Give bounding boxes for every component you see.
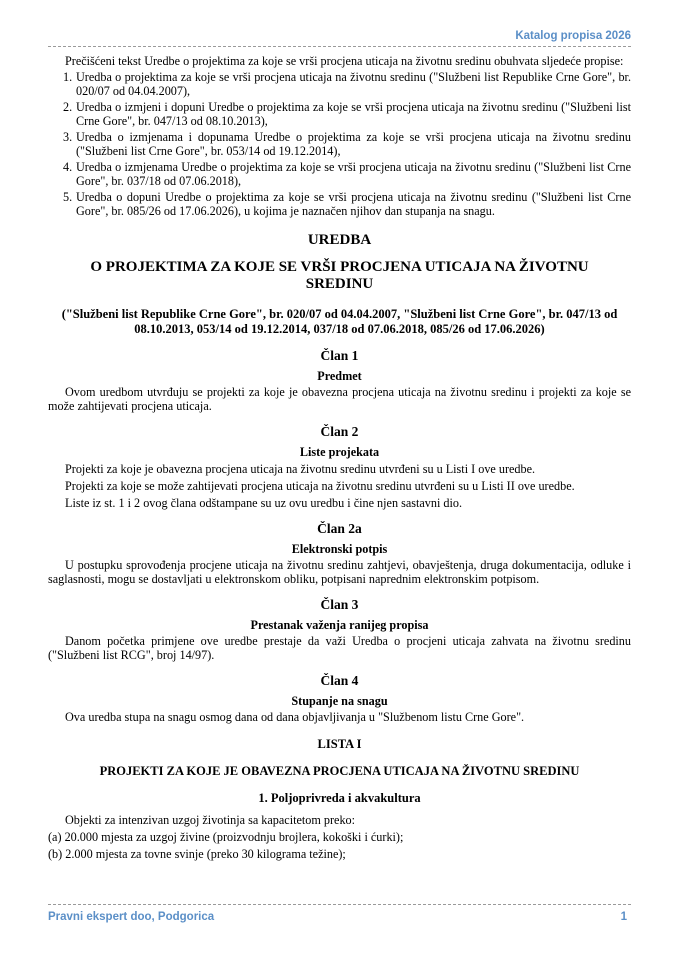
article-paragraph: Projekti za koje je obavezna procjena uticaja na životnu sredinu utvrđeni su u Listi I ove uredbe. xyxy=(65,462,536,476)
footer-company: Pravni ekspert doo, Podgorica xyxy=(48,911,215,923)
article-heading: Član 1 xyxy=(320,348,359,363)
intro-paragraph: Prečišćeni tekst Uredbe o projektima za koje se vrši procjena uticaja na životnu sredinu obuhvata sljedeće propise: xyxy=(65,54,624,68)
article-paragraph: Ovom uredbom utvrđuju se projekti za koje je obavezna procjena uticaja na životnu sredinu i projekti za koje se može zahtijevati procjena uticaja. xyxy=(48,385,631,413)
article-subheading: Predmet xyxy=(317,369,362,383)
list-item: (a) 20.000 mjesta za uzgoj živine (proizvodnju brojlera, kokoški i ćurki); xyxy=(48,830,404,844)
section-heading: 1. Poljoprivreda i akvakultura xyxy=(258,791,421,805)
footer-divider xyxy=(48,904,631,906)
article-subheading: Prestanak važenja ranijeg propisa xyxy=(250,618,429,632)
article-subheading: Liste projekata xyxy=(299,445,380,459)
page-header xyxy=(48,28,631,47)
article-heading: Član 2 xyxy=(320,424,359,439)
article-paragraph: U postupku sprovođenja procjene uticaja na životnu sredinu zahtjevi, obavještenja, druga dokumentacija, odluke i saglasnosti, mogu se dostavljati u elektronskom obliku, potpisani naprednim elektronskim potpisom. xyxy=(48,558,631,586)
gazette-reference: ("Službeni list Republike Crne Gore", br. 020/07 od 04.04.2007, "Službeni list Crne Gore", br. 047/13 od 08.10.2013, 053/14 od 19.12.2014, 037/18 od 07.06.2018, 085/26 od 17.06.2026) xyxy=(61,307,618,336)
article-paragraph: Liste iz st. 1 i 2 ovog člana odštampane su uz ovu uredbu i čine njen sastavni dio. xyxy=(65,496,463,510)
article-subheading: Stupanje na snagu xyxy=(291,694,388,708)
amendment-item: 5. Uredba o dopuni Uredbe o projektima za koje se vrši procjena uticaja na životnu sredinu ("Službeni list Crne Gore", br. 085/26 od 17.06.2026), u kojima je naznačen njihov dan stupanja na snagu. xyxy=(63,190,631,218)
article-subheading: Elektronski potpis xyxy=(291,542,388,556)
list-heading: PROJEKTI ZA KOJE JE OBAVEZNA PROCJENA UTICAJA NA ŽIVOTNU SREDINU xyxy=(99,764,580,778)
list-title: LISTA I xyxy=(317,737,362,751)
document-title: UREDBA xyxy=(307,232,372,248)
article-heading: Član 3 xyxy=(320,597,359,612)
article-heading: Član 2a xyxy=(317,521,362,536)
article-paragraph: Projekti za koje se može zahtijevati procjena uticaja na životnu sredinu utvrđeni su u Listi II ove uredbe. xyxy=(65,479,575,493)
amendments-list xyxy=(48,70,631,218)
section-lead: Objekti za intenzivan uzgoj životinja sa kapacitetom preko: xyxy=(65,813,356,827)
list-item: (b) 2.000 mjesta za tovne svinje (preko 30 kilograma težine); xyxy=(48,847,346,861)
page-number: 1 xyxy=(620,911,627,923)
amendment-item: 1. Uredba o projektima za koje se vrši procjena uticaja na životnu sredinu ("Službeni list Republike Crne Gore", br. 020/07 od 04.04.2007), xyxy=(63,70,631,98)
amendment-item: 4. Uredba o izmjenama Uredbe o projektima za koje se vrši procjena uticaja na životnu sredinu ("Službeni list Crne Gore", br. 037/18 od 07.06.2018), xyxy=(63,160,631,188)
article-paragraph: Danom početka primjene ove uredbe prestaje da važi Uredba o procjeni uticaja zahvata na životnu sredinu ("Službeni list RCG", broj 14/97). xyxy=(48,634,631,662)
article-paragraph: Ova uredba stupa na snagu osmog dana od dana objavljivanja u "Službenom listu Crne Gore". xyxy=(65,710,525,724)
amendment-item: 2. Uredba o izmjeni i dopuni Uredbe o projektima za koje se vrši procjena uticaja na životnu sredinu ("Službeni list Crne Gore", br. 047/13 od 08.10.2013), xyxy=(63,100,631,128)
catalog-label: Katalog propisa 2026 xyxy=(515,30,631,42)
document-body xyxy=(48,54,631,861)
document-subtitle: O PROJEKTIMA ZA KOJE SE VRŠI PROCJENA UTICAJA NA ŽIVOTNU SREDINU xyxy=(90,259,589,292)
article-heading: Član 4 xyxy=(320,673,359,688)
amendment-item: 3. Uredba o izmjenama i dopunama Uredbe o projektima za koje se vrši procjena uticaja na životnu sredinu ("Službeni list Crne Gore", br. 053/14 od 19.12.2014), xyxy=(63,130,631,158)
